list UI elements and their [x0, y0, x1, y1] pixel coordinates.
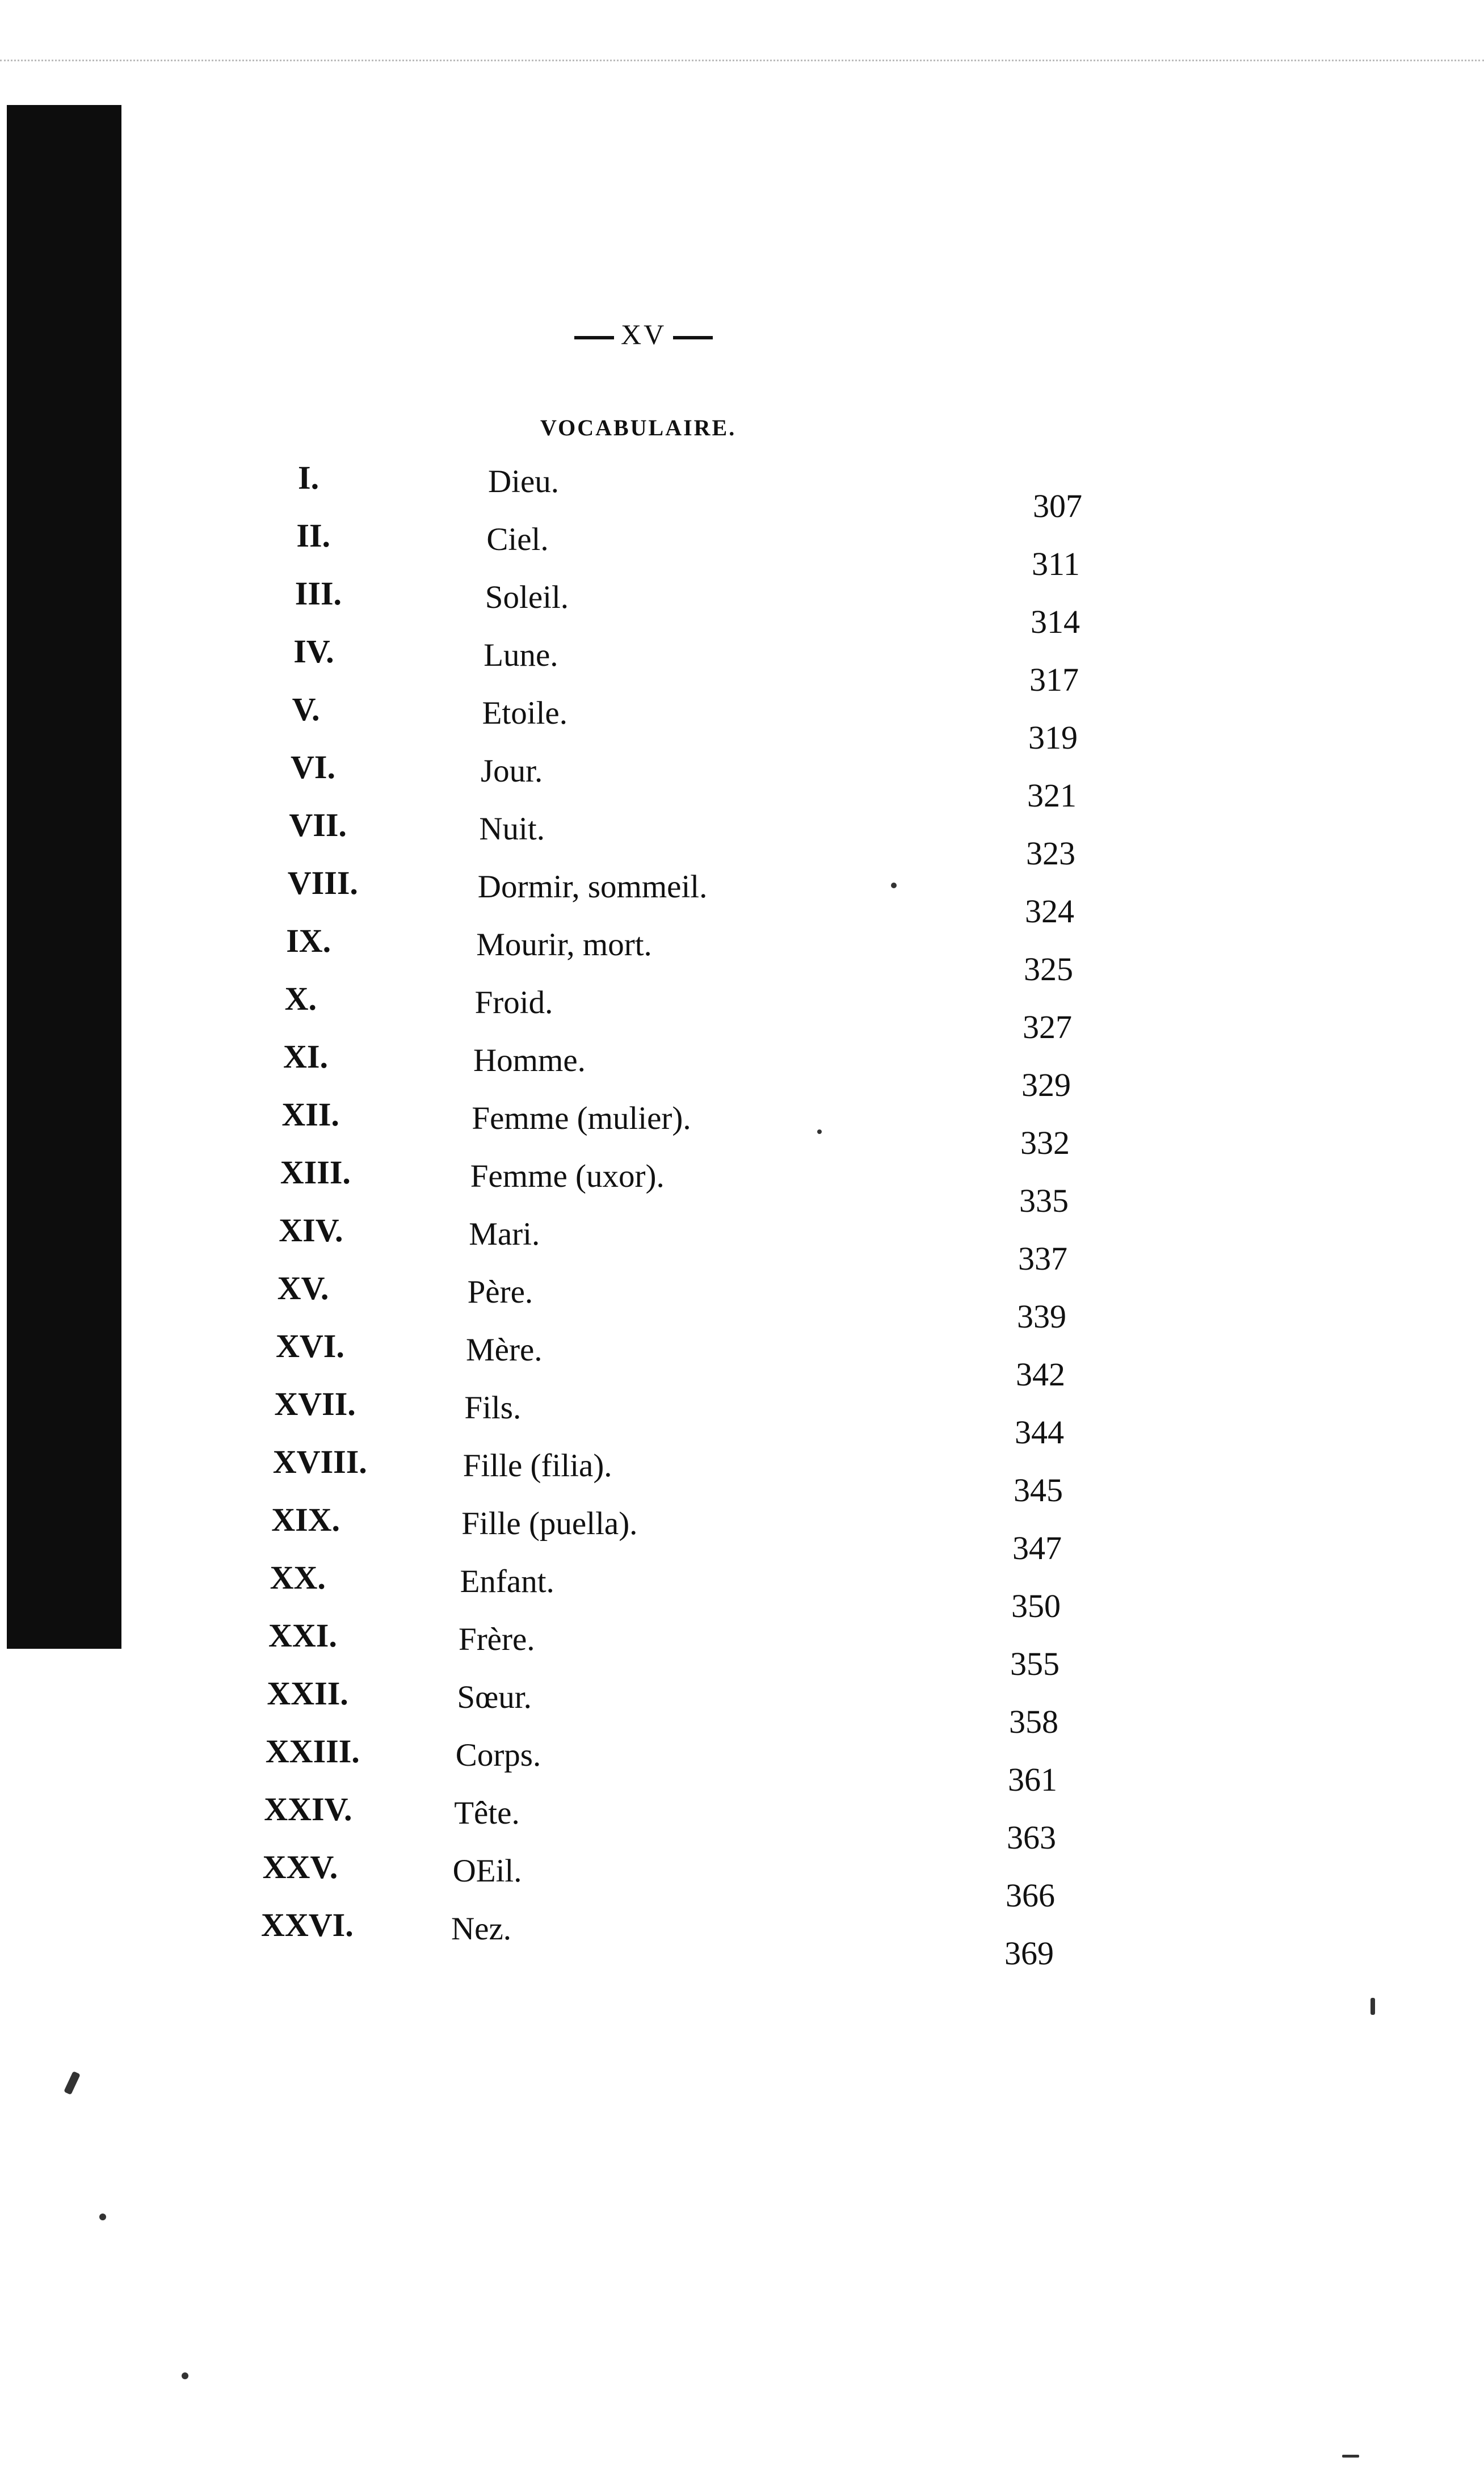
ink-speck [1371, 1998, 1375, 2015]
entry-word: Fils. [464, 1390, 522, 1426]
page-number [567, 318, 794, 351]
entry-word: Etoile. [482, 695, 567, 731]
entry-numeral: XV. [277, 1270, 329, 1307]
entry-numeral: XVIII. [272, 1443, 367, 1480]
entry-page-number: 317 [1029, 661, 1079, 698]
entry-page-number: 311 [1032, 545, 1080, 582]
vocabulary-entry [0, 516, 1484, 582]
vocabulary-entry [0, 1501, 1484, 1566]
entry-page-number: 323 [1026, 835, 1075, 872]
vocabulary-entry [0, 1790, 1484, 1856]
entry-numeral: VII. [289, 807, 347, 843]
vocabulary-entry [0, 748, 1484, 814]
section-heading: VOCABULAIRE. [540, 415, 737, 440]
entry-word: Tête. [454, 1795, 520, 1831]
entry-numeral: X. [284, 980, 317, 1017]
entry-page-number: 361 [1008, 1761, 1057, 1798]
entry-page-number: 329 [1021, 1066, 1071, 1103]
entry-page-number: 358 [1009, 1703, 1058, 1740]
entry-word: Mari. [469, 1216, 540, 1252]
entry-numeral: XXV. [262, 1849, 338, 1885]
ink-speck [817, 1129, 822, 1134]
entry-word: Nuit. [479, 811, 545, 847]
entry-word: Mère. [466, 1332, 543, 1368]
vocabulary-entry [0, 1616, 1484, 1682]
vocabulary-entry [0, 1906, 1484, 1972]
entry-numeral: XI. [283, 1038, 328, 1075]
vocabulary-entry [0, 1559, 1484, 1624]
entry-word: Lune. [484, 637, 558, 673]
ink-speck [182, 2372, 188, 2379]
entry-word: Dormir, sommeil. [477, 869, 708, 905]
entry-numeral: XXIII. [265, 1733, 360, 1770]
page-top-edge [0, 60, 1484, 66]
entry-numeral: VI. [291, 749, 335, 786]
entry-word: Fille (filia). [463, 1448, 612, 1484]
vocabulary-entry [0, 574, 1484, 640]
vocabulary-entry [0, 1327, 1484, 1393]
vocabulary-entry [0, 1038, 1484, 1103]
entry-numeral: V. [292, 691, 320, 728]
ink-speck [64, 2071, 81, 2095]
page-number-text: XV [621, 318, 667, 350]
entry-numeral: III. [295, 575, 342, 612]
vocabulary-entry [0, 1095, 1484, 1161]
entry-numeral: XIX. [271, 1501, 340, 1538]
entry-word: Froid. [474, 985, 553, 1020]
entry-page-number: 350 [1011, 1587, 1061, 1624]
entry-numeral: XXVI. [261, 1906, 354, 1943]
ink-speck [891, 883, 897, 888]
entry-page-number: 337 [1018, 1240, 1067, 1277]
entry-page-number: 332 [1020, 1124, 1070, 1161]
entry-word: Fille (puella). [461, 1506, 638, 1542]
entry-page-number: 324 [1025, 893, 1074, 930]
entry-numeral: XIII. [280, 1154, 351, 1191]
entry-numeral: II. [296, 517, 331, 554]
entry-numeral: XVI. [276, 1328, 344, 1364]
entry-page-number: 335 [1019, 1182, 1069, 1219]
entry-word: Nez. [451, 1911, 512, 1947]
entry-numeral: XII. [281, 1096, 339, 1133]
vocabulary-entry [0, 1443, 1484, 1509]
vocabulary-entry [0, 922, 1484, 988]
entry-page-number: 369 [1004, 1935, 1054, 1972]
page-number-dash-right [673, 336, 713, 339]
entry-page-number: 366 [1006, 1877, 1055, 1914]
entry-page-number: 347 [1012, 1530, 1062, 1566]
entry-word: Soleil. [485, 579, 569, 615]
entry-page-number: 307 [1033, 488, 1082, 524]
entry-word: Femme (uxor). [470, 1158, 665, 1194]
vocabulary-entry [0, 1211, 1484, 1277]
entry-word: Jour. [481, 753, 543, 789]
vocabulary-entry [0, 864, 1484, 930]
entry-page-number: 363 [1007, 1819, 1056, 1856]
entry-page-number: 342 [1016, 1356, 1065, 1393]
entry-numeral: XVII. [274, 1385, 356, 1422]
entry-page-number: 355 [1010, 1645, 1060, 1682]
entry-word: Ciel. [486, 522, 549, 557]
entry-word: Homme. [473, 1043, 586, 1078]
entry-word: OEil. [452, 1853, 522, 1889]
entry-page-number: 325 [1024, 951, 1073, 988]
entry-page-number: 321 [1027, 777, 1077, 814]
page-number-dash-left [574, 336, 614, 339]
entry-word: Femme (mulier). [472, 1101, 691, 1136]
entry-word: Père. [467, 1274, 533, 1310]
entry-numeral: XIV. [279, 1212, 343, 1249]
entry-numeral: I. [298, 459, 319, 496]
entry-numeral: IX. [286, 922, 331, 959]
vocabulary-entry [0, 1385, 1484, 1451]
vocabulary-entry [0, 1732, 1484, 1798]
entry-page-number: 345 [1014, 1472, 1063, 1509]
vocabulary-entry [0, 632, 1484, 698]
vocabulary-entry [0, 690, 1484, 756]
entry-word: Enfant. [460, 1564, 554, 1599]
entry-page-number: 327 [1023, 1009, 1072, 1045]
vocabulary-entry [0, 1269, 1484, 1335]
ink-speck [99, 2214, 106, 2220]
entry-numeral: XXII. [267, 1675, 348, 1712]
entry-page-number: 344 [1015, 1414, 1064, 1451]
entry-word: Dieu. [488, 464, 560, 499]
vocabulary-entry [0, 980, 1484, 1045]
entry-numeral: IV. [293, 633, 334, 670]
entry-word: Frère. [459, 1622, 535, 1657]
entry-numeral: XX. [270, 1559, 326, 1596]
vocabulary-entry [0, 1848, 1484, 1914]
entry-numeral: VIII. [287, 864, 358, 901]
entry-word: Mourir, mort. [476, 927, 652, 963]
entry-word: Sœur. [457, 1679, 532, 1715]
vocabulary-entry [0, 1153, 1484, 1219]
entry-page-number: 339 [1017, 1298, 1066, 1335]
entry-page-number: 319 [1028, 719, 1078, 756]
vocabulary-entry [0, 806, 1484, 872]
ink-speck [1342, 2455, 1359, 2458]
entry-page-number: 314 [1031, 603, 1080, 640]
entry-numeral: XXI. [268, 1617, 337, 1654]
entry-numeral: XXIV. [264, 1791, 352, 1828]
vocabulary-entry [0, 459, 1484, 524]
vocabulary-entry [0, 1674, 1484, 1740]
entry-word: Corps. [455, 1737, 541, 1773]
